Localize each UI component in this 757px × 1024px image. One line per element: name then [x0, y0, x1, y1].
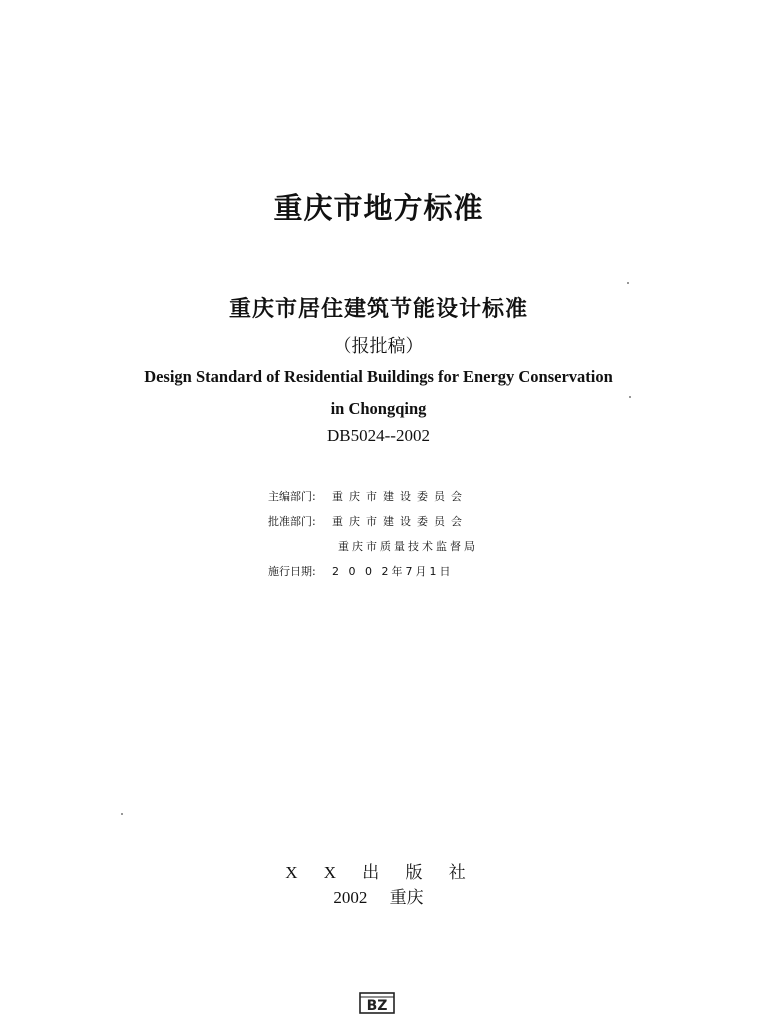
effective-date-row — [268, 558, 478, 583]
standard-title-en-line1: Design Standard of Residential Buildings for Energy Conservation — [144, 367, 613, 386]
publisher-name: X X 出 版 社 — [285, 863, 472, 882]
standard-title-zh: 重庆市居住建筑节能设计标准 — [228, 297, 528, 322]
approver-row — [268, 508, 478, 533]
effective-date-value: 2 0 0 2年7月1日 — [332, 564, 454, 578]
approver-row-2 — [268, 533, 478, 558]
publication-year-city: 2002 重庆 — [333, 888, 424, 907]
effective-date-label: 施行日期: — [268, 564, 316, 578]
editor-row — [268, 483, 478, 508]
draft-note: （报批稿） — [333, 336, 424, 357]
standard-code: DB5024--2002 — [327, 426, 430, 445]
issuing-info — [268, 483, 478, 583]
publisher-logo-icon — [359, 992, 395, 1014]
scan-speck — [627, 282, 629, 284]
publisher-logo-text: BZ — [366, 998, 388, 1014]
approver-value-2: 重庆市质量技术监督局 — [338, 539, 478, 553]
approver-value: 重庆市建设委员会 — [332, 514, 468, 528]
scan-speck — [629, 396, 631, 398]
editor-value: 重庆市建设委员会 — [332, 489, 468, 503]
approver-label: 批准部门: — [268, 514, 316, 528]
editor-label: 主编部门: — [268, 489, 316, 503]
standard-title-en-line2: in Chongqing — [330, 399, 427, 418]
local-standard-heading: 重庆市地方标准 — [273, 191, 484, 225]
scan-speck — [121, 813, 123, 815]
